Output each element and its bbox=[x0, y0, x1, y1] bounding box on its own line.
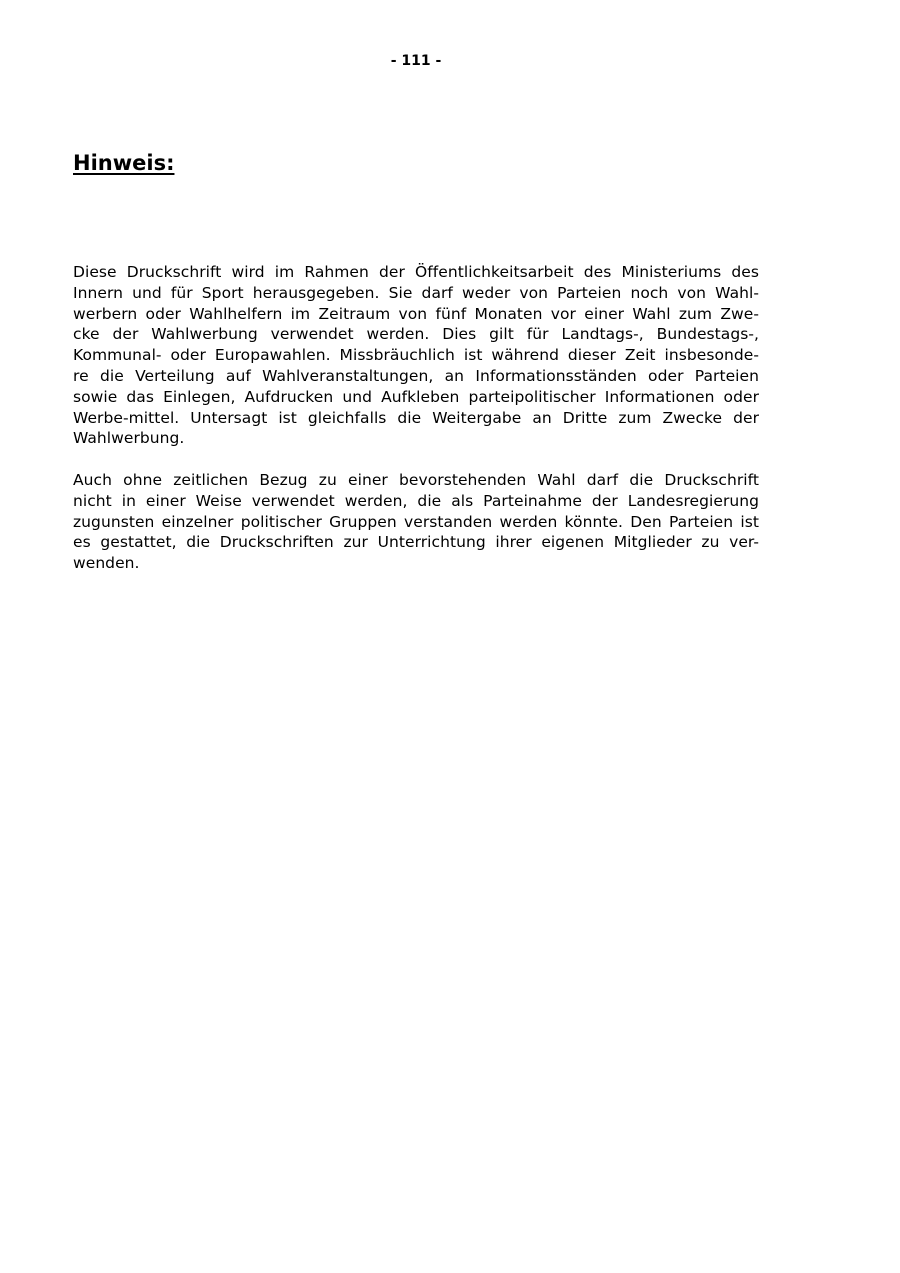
notice-paragraph-2 bbox=[73, 470, 759, 574]
paragraph-line: werbern oder Wahlhelfern im Zeitraum von fünf Monaten vor einer Wahl zum Zwe- bbox=[73, 304, 759, 323]
paragraph-line: Auch ohne zeitlichen Bezug zu einer bevorstehenden Wahl darf die Druckschrift bbox=[73, 471, 759, 489]
paragraph-line: nicht in einer Weise verwendet werden, die als Parteinahme der Landesregierung bbox=[73, 491, 759, 510]
paragraph-line: Diese Druckschrift wird im Rahmen der Öffentlichkeitsarbeit des Ministeriums des bbox=[73, 263, 759, 281]
page-number: - 111 - bbox=[390, 53, 442, 69]
paragraph-line: sowie das Einlegen, Aufdrucken und Aufkleben parteipolitischer Informationen oder bbox=[73, 387, 759, 406]
paragraph-line: Werbe-mittel. Untersagt ist gleichfalls die Weitergabe an Dritte zum Zwecke der bbox=[73, 408, 759, 427]
paragraph-line: es gestattet, die Druckschriften zur Unterrichtung ihrer eigenen Mitglieder zu ver- bbox=[73, 533, 759, 552]
paragraph-line: re die Verteilung auf Wahlveranstaltungen, an Informationsständen oder Parteien bbox=[73, 366, 759, 385]
notice-paragraph-1 bbox=[73, 262, 759, 449]
paragraph-line: Wahlwerbung. bbox=[73, 429, 185, 448]
paragraph-line: wenden. bbox=[73, 554, 140, 573]
paragraph-line: Kommunal- oder Europawahlen. Missbräuchlich ist während dieser Zeit insbesonde- bbox=[73, 346, 759, 365]
paragraph-line: Innern und für Sport herausgegeben. Sie darf weder von Parteien noch von Wahl- bbox=[73, 283, 759, 302]
notice-heading: Hinweis: bbox=[73, 151, 175, 175]
paragraph-line: zugunsten einzelner politischer Gruppen verstanden werden könnte. Den Parteien ist bbox=[73, 512, 759, 531]
paragraph-line: cke der Wahlwerbung verwendet werden. Dies gilt für Landtags-, Bundestags-, bbox=[73, 325, 759, 344]
